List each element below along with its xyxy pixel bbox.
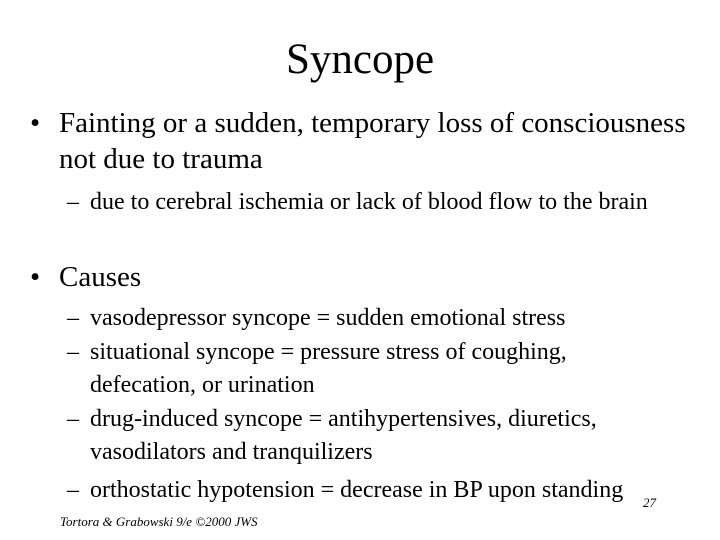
slide-title: Syncope	[285, 36, 435, 83]
footer-citation: Tortora & Grabowski 9/e ©2000 JWS	[60, 514, 258, 529]
subitem-orthostatic	[67, 474, 717, 507]
bullet-icon: •	[30, 107, 41, 139]
dash-icon: –	[67, 189, 79, 215]
dash-icon: –	[67, 339, 79, 365]
subitem-situational	[67, 336, 717, 402]
dash-icon: –	[67, 305, 79, 331]
bullet-item-causes	[30, 259, 700, 295]
bullet-text: Causes	[59, 261, 142, 293]
subitem-text: orthostatic hypotension = decrease in BP upon standing	[90, 477, 624, 503]
subitem-vasodepressor	[67, 302, 717, 335]
bullet-icon: •	[30, 261, 41, 293]
subitem-drug-induced	[67, 403, 717, 469]
bullet-item-fainting	[30, 105, 700, 177]
dash-icon: –	[67, 477, 79, 503]
subitem-text: due to cerebral ischemia or lack of blood flow to the brain	[90, 189, 648, 215]
dash-icon: –	[67, 406, 79, 432]
subitem-cerebral-ischemia	[67, 186, 717, 219]
bullet-text: Fainting or a sudden, temporary loss of consciousness not due to trauma	[59, 107, 686, 175]
subitem-text: situational syncope = pressure stress of coughing, defecation, or urination	[90, 339, 567, 398]
subitem-text: drug-induced syncope = antihypertensives, diuretics, vasodilators and tranquilizers	[90, 406, 597, 465]
subitem-text: vasodepressor syncope = sudden emotional stress	[90, 305, 566, 331]
page-number: 27	[643, 495, 656, 510]
